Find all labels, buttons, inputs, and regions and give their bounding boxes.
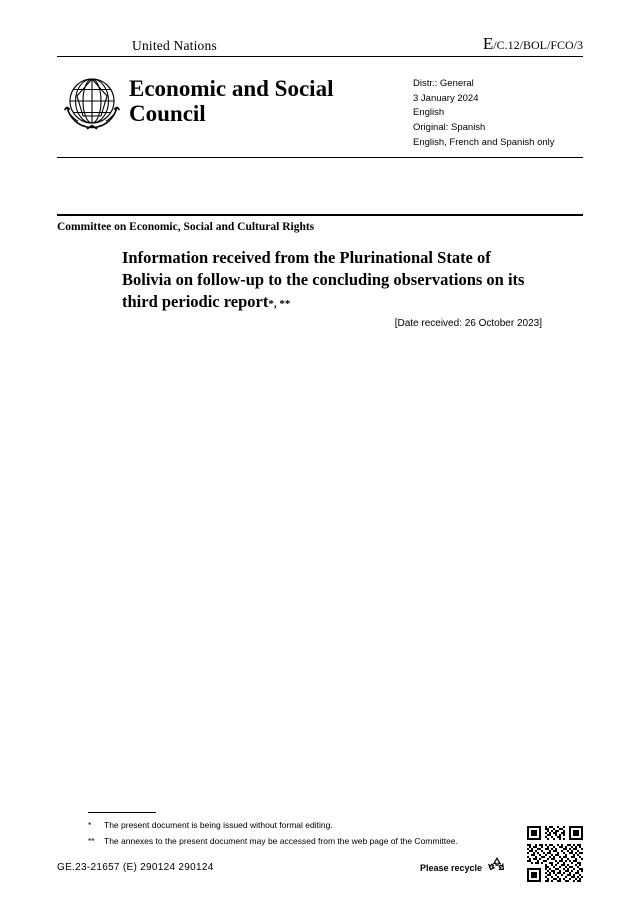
recycle-icon (487, 856, 507, 879)
document-symbol-suffix: /C.12/BOL/FCO/3 (493, 38, 583, 52)
masthead (57, 34, 583, 158)
distribution-original: Original: Spanish (413, 122, 486, 134)
page-title (122, 247, 542, 312)
qr-code-icon (527, 826, 583, 882)
recycle-notice (420, 856, 507, 879)
distribution-date: 3 January 2024 (413, 92, 479, 104)
footnote-mark: ** (88, 835, 95, 846)
distribution-line: Distr.: General (413, 78, 474, 89)
footnote-item (88, 818, 558, 834)
organization-name: United Nations (132, 38, 217, 53)
footnotes (88, 818, 558, 849)
council-title: Economic and Social Council (129, 76, 334, 127)
document-symbol (483, 34, 583, 54)
job-number: GE.23-21657 (E) 290124 290124 (57, 862, 214, 873)
committee-rule (57, 214, 583, 216)
page-title-text: Information received from the Plurinational State of Bolivia on follow-up to the concluding observations on its third periodic report (122, 248, 525, 311)
masthead-bottom-rule-wrap (57, 151, 583, 158)
footnote-item (88, 834, 558, 850)
title-footnote-marks: *, ** (268, 297, 291, 310)
distribution-block (413, 66, 583, 151)
footnote-text: The annexes to the present document may be accessed from the web page of the Committee. (104, 835, 458, 846)
masthead-main (57, 57, 583, 151)
recycle-label: Please recycle (420, 862, 483, 873)
masthead-top-row (57, 34, 583, 56)
footnote-separator (88, 812, 156, 813)
footnote-text: The present document is being issued without formal editing. (104, 820, 333, 830)
un-emblem-icon (57, 66, 129, 139)
committee-name: Committee on Economic, Social and Cultural Rights (57, 221, 315, 233)
distribution-language: English (413, 107, 445, 119)
footnote-mark: * (88, 820, 92, 830)
masthead-bottom-rule (57, 157, 583, 158)
document-symbol-prefix: E (482, 34, 494, 53)
date-received: [Date received: 26 October 2023] (394, 318, 542, 329)
distribution-languages-only: English, French and Spanish only (413, 136, 555, 148)
